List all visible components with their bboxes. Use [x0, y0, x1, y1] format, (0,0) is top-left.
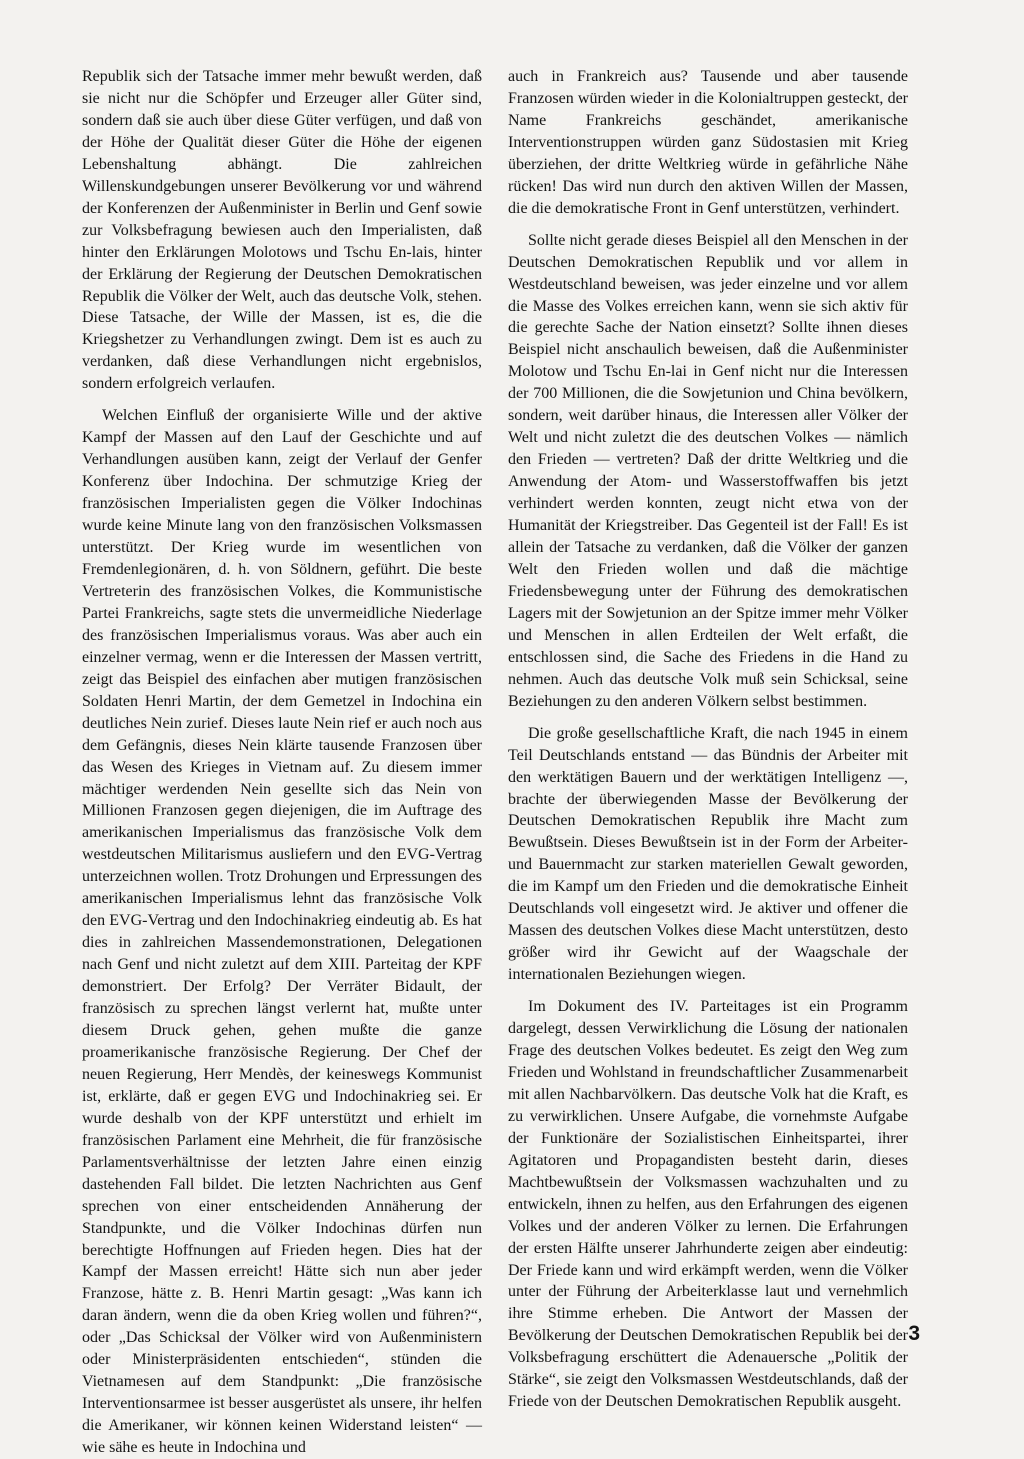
- right-text-column: [508, 66, 908, 1413]
- paragraph: Im Dokument des IV. Parteitages ist ein Programm dargelegt, dessen Verwirklichung die Lösung der nationalen Frage des deutschen Volkes bedeutet. Es zeigt den Weg zum Frieden und Wohlstand in freundschaftlicher Zusammenarbeit mit allen Nachbarvölkern. Das deutsche Volk hat die Kraft, es zu verwirklichen. Unsere Aufgabe, die vornehmste Aufgabe der Funktionäre der Sozialistischen Einheitspartei, ihrer Agitatoren und Propagandisten besteht darin, dieses Machtbewußtsein der Volksmassen wachzuhalten und zu entwickeln, ihnen zu helfen, aus den Erfahrungen des eigenen Volkes und der anderen Völker zu lernen. Die Erfahrungen der ersten Hälfte unserer Jahrhunderte zeigen aber eindeutig: Der Friede kann und wird erkämpft werden, wenn die Völker unter der Führung der Arbeiterklasse laut und vernehmlich ihre Stimme erheben. Die Antwort der Massen der Bevölkerung der Deutschen Demokratischen Republik bei der Volksbefragung erschüttert die Adenauersche „Politik der Stärke“, sie zeigt den Volksmassen Westdeutschlands, daß der Friede von der Deutschen Demokratischen Republik ausgeht.: [508, 998, 908, 1411]
- paragraph: Welchen Einfluß der organisierte Wille und der aktive Kampf der Massen auf den Lauf der Geschichte und auf Verhandlungen ausüben kann, zeigt der Verlauf der Genfer Konferenz über Indochina. Der schmutzige Krieg der französischen Imperialisten gegen die Völker Indochinas wurde keine Minute lang von den französischen Volksmassen unterstützt. Der Krieg wurde im wesentlichen von Fremdenlegionären, d. h. von Söldnern, geführt. Die beste Vertreterin des französischen Volkes, die Kommunistische Partei Frankreichs, sagte stets die unvermeidliche Niederlage des französischen Imperialismus voraus. Was aber auch ein einzelner vermag, wenn er die Interessen der Massen vertritt, zeigt das Beispiel des einfachen aber mutigen französischen Soldaten Henri Martin, der dem Gemetzel in Indochina ein deutliches Nein zurief. Dieses laute Nein rief er auch noch aus dem Gefängnis, dieses Nein klärte tausende Franzosen über das Wesen des Krieges in Vietnam auf. Zu diesem immer mächtiger werdenden Nein gesellte sich das Nein von Millionen Franzosen gegen diejenigen, die im Auftrage des amerikanischen Imperialismus das französische Volk dem westdeutschen Militarismus ausliefern und den EVG-Vertrag unterzeichnen wollen. Trotz Drohungen und Erpressungen des amerikanischen Imperialismus lehnt das französische Volk den EVG-Vertrag und den Indochinakrieg eindeutig ab. Es hat dies in zahlreichen Massendemonstrationen, Delegationen nach Genf und nicht zuletzt auf dem XIII. Parteitag der KPF demonstriert. Der Erfolg? Der Verräter Bidault, der französisch zu sprechen längst verlernt hat, mußte unter diesem Druck gehen, gehen mußte die ganze proamerikanische französische Regierung. Der Chef der neuen Regierung, Herr Mendès, der keineswegs Kommunist ist, erklärte, daß er gegen EVG und Indochinakrieg sei. Er wurde deshalb von der KPF unterstützt und erhielt im französischen Parlament eine Mehrheit, die für französische Parlamentsverhältnisse der letzten Jahre einen einzig dastehenden Fall bildet. Die letzten Nachrichten aus Genf sprechen von einer entscheidenden Annäherung der Standpunkte, und die Völker Indochinas dürfen nun berechtigte Hoffnungen auf Frieden hegen. Dies hat der Kampf der Massen erreicht! Hätte sich nun aber jeder Franzose, hätte z. B. Henri Martin gesagt: „Was kann ich daran ändern, wenn die da oben Krieg wollen und führen?“, oder „Das Schicksal der Völker wird von Außenministern oder Ministerpräsidenten entschieden“, stünden die Vietnamesen auf dem Standpunkt: „Die französische Interventionsarmee ist besser ausgerüstet als unsere, ihr helfen die Amerikaner, wir können keinen Widerstand leisten“ — wie sähe es heute in Indochina und: [82, 407, 482, 1457]
- paragraph: auch in Frankreich aus? Tausende und aber tausende Franzosen würden wieder in die Kolonialtruppen gesteckt, der Name Frankreichs geschändet, amerikanische Interventionstruppen würden ganz Südostasien mit Krieg überziehen, der dritte Weltkrieg würde in gefährliche Nähe rücken! Das wird nun durch den aktiven Willen der Massen, die die demokratische Front in Genf unterstützen, verhindert.: [508, 68, 908, 217]
- paragraph: Republik sich der Tatsache immer mehr bewußt werden, daß sie nicht nur die Schöpfer und Erzeuger aller Güter sind, sondern daß sie auch über diese Güter verfügen, und daß von der Höhe der Qualität dieser Güter die Höhe der eigenen Lebenshaltung abhängt. Die zahlreichen Willenskundgebungen unserer Bevölkerung vor und während der Konferenzen der Außenminister in Berlin und Genf sowie zur Volksbefragung bewiesen auch den Imperialisten, daß hinter den Erklärungen Molotows und Tschu En-lais, hinter der Erklärung der Regierung der Deutschen Demokratischen Republik die Völker der Welt, auch das deutsche Volk, stehen. Diese Tatsache, der Wille der Massen, ist es, die die Kriegshetzer zu Verhandlungen zwingt. Dem ist es auch zu verdanken, daß diese Verhandlungen nicht ergebnislos, sondern erfolgreich verlaufen.: [82, 68, 482, 393]
- paragraph: Die große gesellschaftliche Kraft, die nach 1945 in einem Teil Deutschlands entstand — das Bündnis der Arbeiter mit den werktätigen Bauern und der werktätigen Intelligenz —, brachte der überwiegenden Masse der Bevölkerung der Deutschen Demokratischen Republik ihre Macht zum Bewußtsein. Dieses Bewußtsein ist in der Form der Arbeiter- und Bauernmacht zur starken materiellen Gewalt geworden, die im Kampf um den Frieden und die demokratische Einheit Deutschlands voll eingesetzt wird. Je aktiver und offener die Massen des deutschen Volkes diese Macht unterstützen, desto größer wird ihr Gewicht auf der Waagschale der internationalen Beziehungen wiegen.: [508, 724, 908, 984]
- paragraph: Sollte nicht gerade dieses Beispiel all den Menschen in der Deutschen Demokratischen Republik und vor allem in Westdeutschland beweisen, was jeder einzelne und vor allem die Masse des Volkes erreichen kann, wenn sie sich aktiv für die gerechte Sache der Nation einsetzt? Sollte ihnen dieses Beispiel nicht anschaulich beweisen, daß die Außenminister Molotow und Tschu En-lai in Genf nicht nur die Interessen der 700 Millionen, die die Sowjetunion und China bevölkern, sondern, weit darüber hinaus, die Interessen aller Völker der Welt und nicht zuletzt die des deutschen Volkes — nämlich den Frieden — vertreten? Daß der dritte Weltkrieg und die Anwendung der Atom- und Wasserstoffwaffen bis jetzt verhindert werden konnten, zeugt nicht etwa von der Humanität der Kriegstreiber. Das Gegenteil ist der Fall! Es ist allein der Tatsache zu verdanken, daß die Völker der ganzen Welt den Frieden wollen und daß die mächtige Friedensbewegung unter der Führung des demokratischen Lagers mit der Sowjetunion an der Spitze immer mehr Völker und Menschen in allen Erdteilen der Welt erfaßt, die entschlossen sind, die Sache des Friedens in die Hand zu nehmen. Auch das deutsche Volk muß sein Schicksal, seine Beziehungen zu den anderen Völkern selbst bestimmen.: [508, 231, 908, 710]
- page-number: 3: [908, 1322, 920, 1345]
- left-text-column: [82, 66, 482, 1459]
